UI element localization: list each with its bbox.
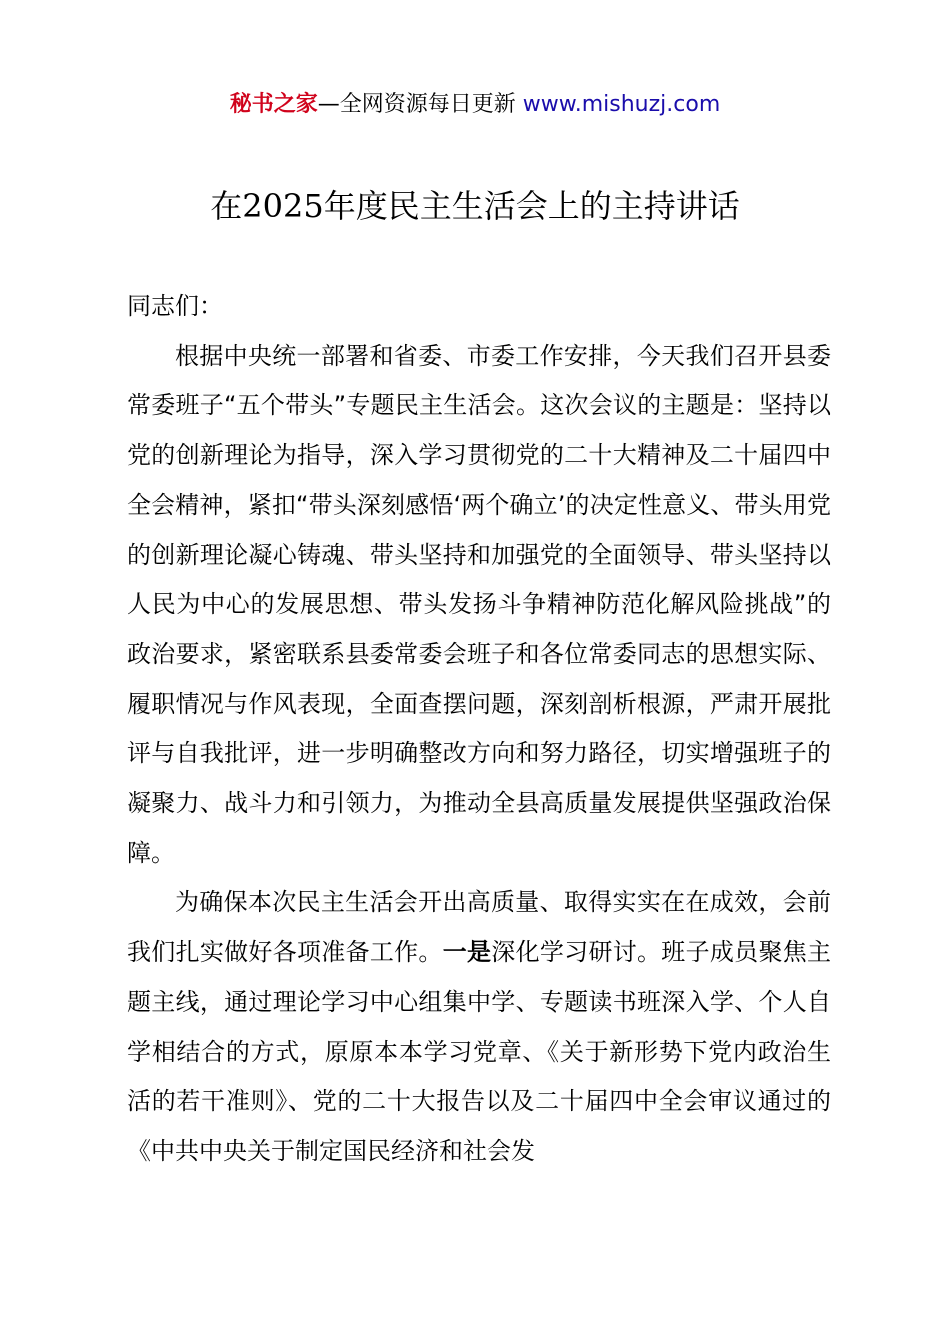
site-brand: 秘书之家 <box>229 92 318 117</box>
paragraph-2-intro: 为确保本次民主生活会开出高质量、取得实实在在成效，会前我们扎实做好各项准备工作。 <box>127 888 831 967</box>
site-url-link[interactable]: www.mishuzj.com <box>522 92 721 117</box>
paragraph-2-bold-lead: 一是 <box>442 938 492 967</box>
paragraph-1: 根据中央统一部署和省委、市委工作安排，今天我们召开县委常委班子“五个带头”专题民主生活会。这次会议的主题是：坚持以党的创新理论为指导，深入学习贯彻党的二十大精神及二十届四中全会精神，紧扣“带头深刻感悟‘两个确立’的决定性意义、带头用党的创新理论凝心铸魂、带头坚持和加强党的全面领导、带头坚持以人民为中心的发展思想、带头发扬斗争精神防范化解风险挑战”的政治要求，紧密联系县委常委会班子和各位常委同志的思想实际、履职情况与作风表现，全面查摆问题，深刻剖析根源，严肃开展批评与自我批评，进一步明确整改方向和努力路径，切实增强班子的凝聚力、战斗力和引领力，为推动全县高质量发展提供坚强政治保障。 <box>127 341 831 867</box>
document-title: 在2025年度民主生活会上的主持讲话 <box>210 187 740 225</box>
salutation: 同志们： <box>127 292 223 320</box>
site-tagline: —全网资源每日更新 <box>317 92 523 117</box>
document-body <box>127 282 831 1177</box>
paragraph-2-rest: 深化学习研讨。班子成员聚焦主题主线，通过理论学习中心组集中学、专题读书班深入学、个人自学相结合的方式，原原本本学习党章、《关于新形势下党内政治生活的若干准则》、党的二十大报告以及二十届四中全会审议通过的《中共中央关于制定国民经济和社会发 <box>127 938 832 1165</box>
site-header <box>0 88 950 122</box>
paragraph-2 <box>127 878 831 1176</box>
